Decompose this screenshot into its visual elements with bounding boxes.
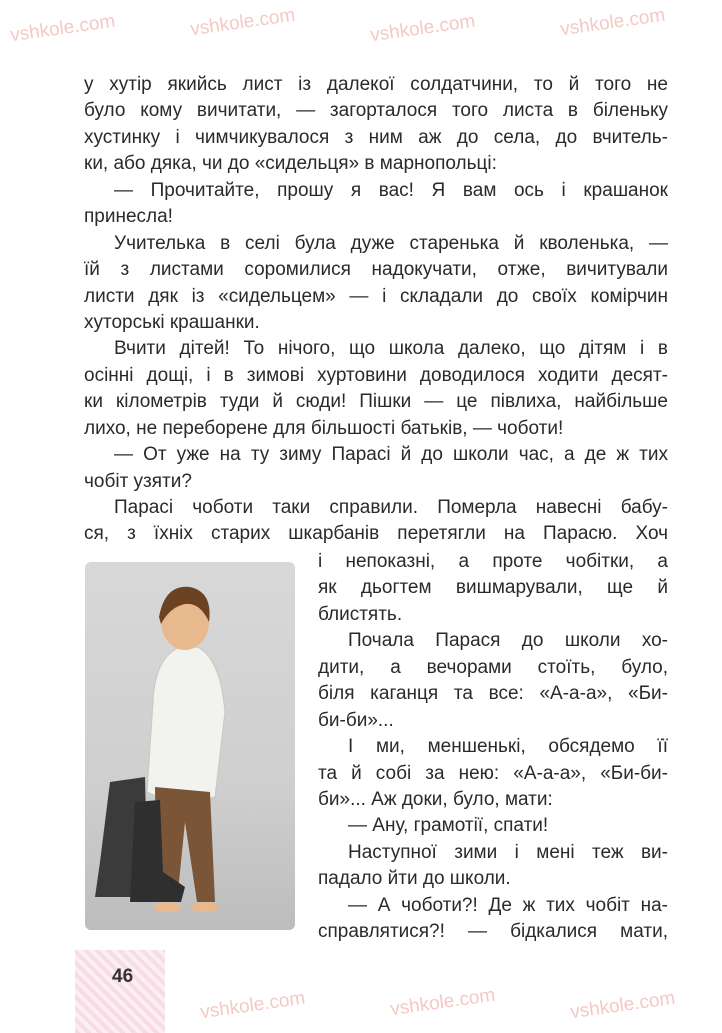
text-line	[318, 787, 668, 813]
text-line	[84, 257, 668, 283]
text-line-content: — От уже на ту зиму Парасі й до школи час, а де ж тих	[114, 444, 668, 466]
text-line-content: Вчити дітей! То нічого, що школа далеко, що дітям і в	[114, 338, 668, 360]
text-line	[318, 813, 668, 839]
text-line	[318, 734, 668, 760]
text-line	[318, 681, 668, 707]
text-line	[84, 336, 668, 362]
text-line-content: було кому вичитати, — загорталося того листа в біленьку	[84, 100, 668, 122]
text-line	[318, 708, 668, 734]
text-line	[84, 204, 668, 230]
watermark-text: vshkole.com	[368, 10, 477, 47]
text-line	[84, 151, 668, 177]
text-line	[318, 549, 668, 575]
text-line-content: Учителька в селі була дуже старенька й кволенька, —	[114, 232, 668, 254]
illustration-boy-with-boots	[85, 562, 295, 930]
text-line	[318, 893, 668, 919]
text-line	[84, 284, 668, 310]
text-line	[318, 840, 668, 866]
text-block-full-width	[84, 72, 668, 548]
text-line-content: блистять.	[318, 603, 403, 625]
boy-illustration	[85, 562, 295, 930]
text-line	[84, 310, 668, 336]
text-line-content: чобіт узяти?	[84, 470, 192, 492]
text-line	[84, 469, 668, 495]
page-corner-ornament	[75, 950, 165, 1033]
text-line	[318, 575, 668, 601]
text-line-content: — Прочитайте, прошу я вас! Я вам ось і крашанок	[114, 179, 668, 201]
text-line-content: справлятися?! — бідкалися мати,	[318, 921, 668, 943]
text-line-content: принесла!	[84, 206, 173, 228]
text-line-content: падало йти до школи.	[318, 868, 511, 890]
watermark-text: vshkole.com	[388, 984, 497, 1021]
text-line-content: Парасі чоботи таки справили. Померла навесні бабу-	[114, 497, 668, 518]
text-line-content: у хутір якийсь лист із далекої солдатчини, то й того не	[84, 74, 668, 95]
watermark-text: vshkole.com	[8, 10, 117, 47]
text-line-content: листи дяк із «сидельцем» — і складали до своїх комірчин	[84, 285, 668, 307]
text-line-content: і непоказні, а проте чобітки, а	[318, 551, 668, 572]
text-line	[84, 125, 668, 151]
text-line-content: Наступної зими і мені теж ви-	[348, 841, 668, 863]
watermark-text: vshkole.com	[558, 4, 667, 41]
text-line	[84, 231, 668, 257]
text-line	[84, 495, 668, 521]
text-line	[318, 602, 668, 628]
text-line-content: дити, а вечорами стоїть, було,	[318, 656, 668, 678]
text-line	[318, 655, 668, 681]
text-line	[84, 363, 668, 389]
text-line-content: би»... Аж доки, було, мати:	[318, 788, 553, 810]
watermark-text: vshkole.com	[188, 4, 297, 41]
text-line	[84, 442, 668, 468]
watermark-text: vshkole.com	[198, 987, 307, 1024]
text-line	[84, 389, 668, 415]
text-line-content: — Ану, грамотії, спати!	[348, 815, 549, 837]
text-line	[318, 628, 668, 654]
text-line-content: та й собі за нею: «А-а-а», «Би-би-	[318, 762, 668, 784]
text-line	[318, 866, 668, 892]
text-line-content: ки кілометрів туди й сюди! Пішки — це півлиха, найбільше	[84, 391, 668, 413]
text-line-content: як дьогтем вишмарували, ще й	[318, 577, 668, 599]
text-line-content: ки, або дяка, чи до «сидельця» в марнопольці:	[84, 153, 497, 175]
text-line	[84, 72, 668, 98]
text-line	[318, 919, 668, 945]
text-line-content: лихо, не переборене для більшості батьків, — чоботи!	[84, 417, 564, 439]
watermark-text: vshkole.com	[568, 987, 677, 1024]
text-line-content: І ми, меншенькі, обсядемо її	[348, 736, 668, 758]
text-line	[84, 521, 668, 547]
text-line	[84, 416, 668, 442]
text-line	[318, 761, 668, 787]
text-line-content: би-би»...	[318, 709, 394, 731]
text-line-content: осінні дощі, і в зимові хуртовини доводилося ходити десят-	[84, 364, 668, 386]
text-line-content: ся, з їхніх старих шкарбанів перетягли на Парасю. Хоч	[84, 523, 668, 545]
text-line-content: хустинку і чимчикувалося з ним аж до села, до вчитель-	[84, 126, 668, 148]
text-line	[84, 98, 668, 124]
text-line-content: їй з листами соромилися надокучати, отже, вичитували	[84, 259, 668, 281]
text-line-content: — А чоботи?! Де ж тих чобіт на-	[348, 894, 668, 916]
page-number: 46	[112, 966, 134, 987]
text-line-content: Почала Парася до школи хо-	[348, 630, 668, 652]
text-line	[84, 178, 668, 204]
text-line-content: хуторські крашанки.	[84, 311, 260, 333]
text-line-content: біля каганця та все: «А-а-а», «Би-	[318, 683, 668, 705]
text-block-right-column	[318, 549, 668, 946]
